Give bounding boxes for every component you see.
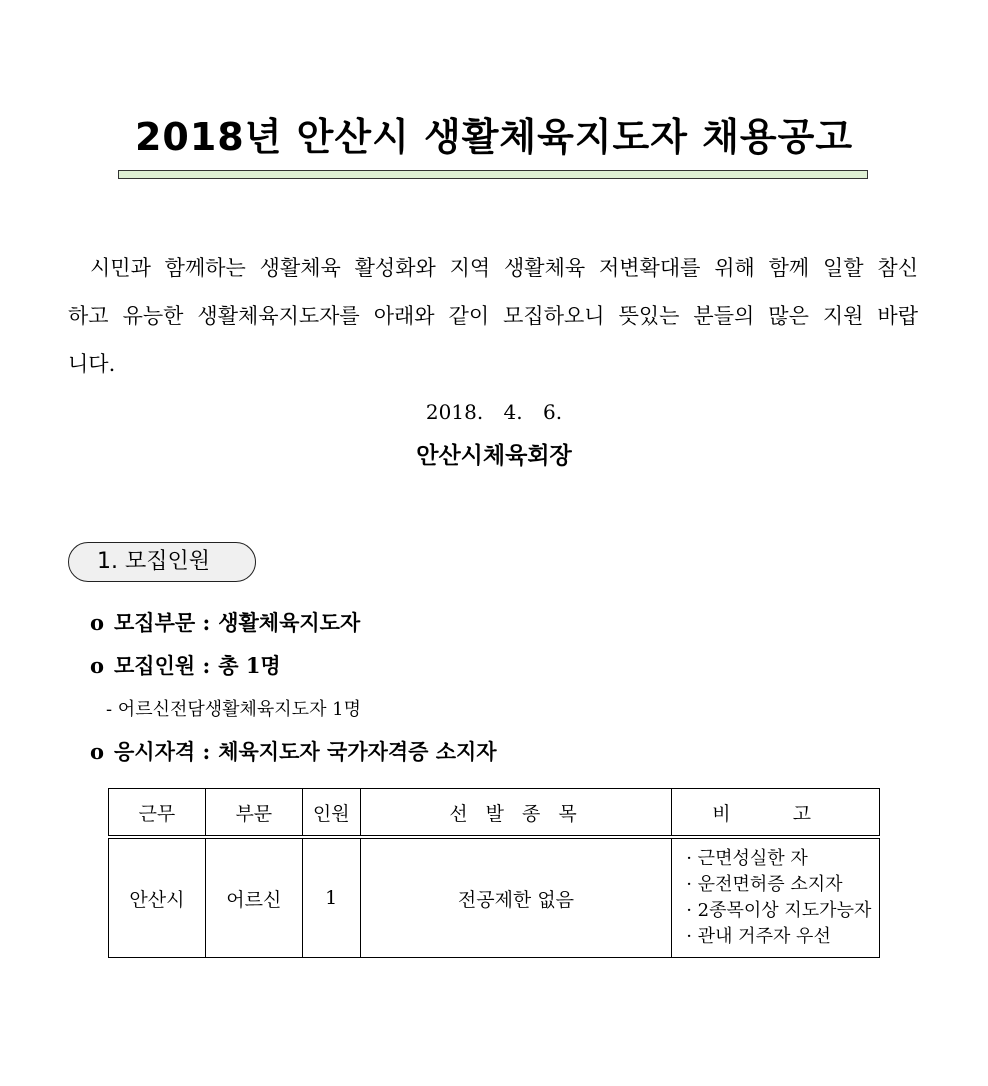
- bullet-value: 총 1명: [218, 653, 281, 678]
- cell-division: 어르신: [205, 837, 302, 958]
- table-header-row: [109, 789, 880, 838]
- header-location: 근무: [109, 789, 206, 838]
- note-line: · 운전면허증 소지자: [686, 874, 843, 895]
- section-heading-recruitment: 1. 모집인원: [68, 542, 256, 582]
- bullet-recruit-division: [90, 608, 360, 638]
- note-line: · 관내 거주자 우선: [686, 926, 831, 947]
- recruitment-table: [108, 788, 880, 958]
- cell-event: 전공제한 없음: [360, 837, 672, 958]
- organization-name: 안산시체육회장: [416, 442, 572, 469]
- note-line: · 2종목이상 지도가능자: [686, 900, 872, 921]
- table-row: [109, 837, 880, 958]
- announcement-date: 2018. 4. 6.: [425, 400, 563, 424]
- cell-notes: [672, 837, 880, 958]
- cell-location: 안산시: [109, 837, 206, 958]
- bullet-marker: o: [90, 739, 105, 764]
- note-line: · 근면성실한 자: [686, 848, 808, 869]
- bullet-marker: o: [90, 610, 105, 635]
- cell-count: 1: [302, 837, 360, 958]
- bullet-label: 모집인원 :: [114, 653, 211, 678]
- header-event: 선 발 종 목: [360, 789, 672, 838]
- bullet-value: 체육지도자 국가자격증 소지자: [218, 739, 497, 764]
- intro-paragraph: 시민과 함께하는 생활체육 활성화와 지역 생활체육 저변확대를 위해 함께 일할 참신하고 유능한 생활체육지도자를 아래와 같이 모집하오니 뜻있는 분들의 많은 지원 바랍니다.: [68, 256, 918, 376]
- page-title: 2018년 안산시 생활체육지도자 채용공고: [134, 115, 854, 159]
- bullet-marker: o: [90, 653, 105, 678]
- header-division: 부문: [205, 789, 302, 838]
- bullet-recruit-count: [90, 651, 281, 681]
- bullet-label: 모집부문 :: [114, 610, 211, 635]
- bullet-qualification: [90, 737, 497, 767]
- title-underline-bar: [118, 170, 868, 179]
- header-notes: 비 고: [672, 789, 880, 838]
- bullet-value: 생활체육지도자: [218, 610, 361, 635]
- header-count: 인원: [302, 789, 360, 838]
- sub-item-senior-instructor: - 어르신전담생활체육지도자 1명: [106, 699, 362, 720]
- bullet-label: 응시자격 :: [114, 739, 211, 764]
